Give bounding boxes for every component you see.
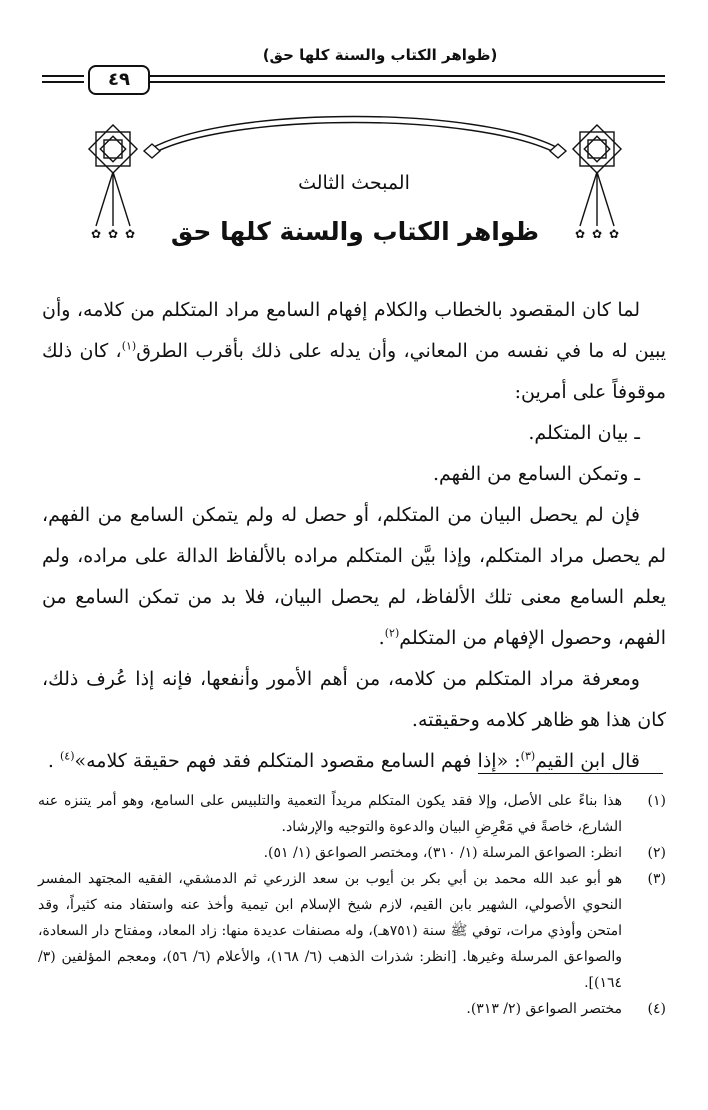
svg-text:✿: ✿ [591,227,603,241]
right-medallion [573,125,621,226]
footnote-number: (٣) [647,871,666,887]
footnote-separator [478,773,663,774]
svg-text:✿: ✿ [107,227,119,241]
footnotes [38,788,666,1022]
svg-text:✿: ✿ [574,227,586,241]
page-number: ٤٩ [88,65,150,95]
footnote-number: (٤) [647,1001,666,1017]
section-label: المبحث الثالث [298,172,410,194]
svg-text:✿: ✿ [124,227,136,241]
paragraph-3: ومعرفة مراد المتكلم من كلامه، من أهم الأمور وأنفعها، فإنه إذا عُرف ذلك، كان هذا هو ظاهر كلامه وحقيقته. [42,668,666,731]
footnote-2 [38,840,666,866]
list-item-1: ـ بيان المتكلم. [528,422,640,444]
footnote-ref-3[interactable]: (٣) [520,749,536,763]
footnote-ref-1[interactable]: (١) [121,339,137,353]
svg-text:✿: ✿ [90,227,102,241]
footnote-number: (٢) [647,845,666,861]
footnote-1 [38,788,666,840]
right-flower-icons [575,227,619,241]
footnote-text: هذا بناءً على الأصل، وإلا فقد يكون المتكلم مريداً التعمية والتلبيس على السامع، وهو أمر يتنزه عنه الشارع، خاصةً في مَعْرِضِ البيان والدعوة والتوجيه والإرشاد. [38,793,622,835]
footnote-text: انظر: الصواعق المرسلة (١/ ٣١٠)، ومختصر الصواعق (١/ ٥١). [263,845,622,861]
footnote-3 [38,866,666,996]
left-flower-icons [91,227,135,241]
paragraph-1: لما كان المقصود بالخطاب والكلام إفهام السامع مراد المتكلم من كلامه، وأن يبين له ما في نفسه من المعاني، وأن يدله على ذلك بأقرب الطرق$^{(١)}$، كان ذلك موقوفاً على أمرين: [42,299,666,403]
footnote-ref-2[interactable]: (٢) [384,626,400,640]
left-medallion [89,125,137,226]
main-text [42,290,666,782]
footnote-4 [38,996,666,1022]
paragraph-4: قال ابن القيم$^{(٣)}$: «إذا فهم السامع مقصود المتكلم فقد فهم حقيقة كلامه»$^{(٤)}$ . [47,749,640,772]
footnote-text: مختصر الصواعق (٢/ ٣١٣). [466,1001,622,1017]
running-header-title: (ظواهر الكتاب والسنة كلها حق) [262,46,498,64]
footnote-ref-4[interactable]: (٤) [59,749,75,763]
svg-text:✿: ✿ [608,227,620,241]
section-title: ظواهر الكتاب والسنة كلها حق [170,217,540,246]
paragraph-2: فإن لم يحصل البيان من المتكلم، أو حصل له ولم يتمكن السامع من الفهم، لم يحصل مراد المتكلم، وإذا بيَّن المتكلم مراده بالألفاظ الدالة على مراده، ولم يعلم السامع معنى تلك الألفاظ، لم يحصل البيان، فلا بد من تمكن السامع من الفهم، وحصول الإفهام من المتكلم$^{(٢)}$. [42,504,666,649]
footnote-text: هو أبو عبد الله محمد بن أبي بكر بن أيوب بن سعد الزرعي ثم الدمشقي، الفقيه المجتهد المفسر النحوي الأصولي، الشهير بابن القيم، لازم شيخ الإسلام ابن تيمية وأخذ عنه واستفاد منه كثيراً، وقد امتحن وأوذي مرات، توفي ﷺ سنة (٧٥١هـ)، وله مصنفات عديدة منها: زاد المعاد، ومفتاح دار السعادة، والصواعق المرسلة وغيرها. [انظر: شذرات الذهب (٦/ ١٦٨)، والأعلام (٦/ ٥٦)، ومعجم المؤلفين (٣/ ١٦٤)]. [38,871,623,991]
footnote-number: (١) [647,793,666,809]
list-item-2: ـ وتمكن السامع من الفهم. [433,463,640,485]
